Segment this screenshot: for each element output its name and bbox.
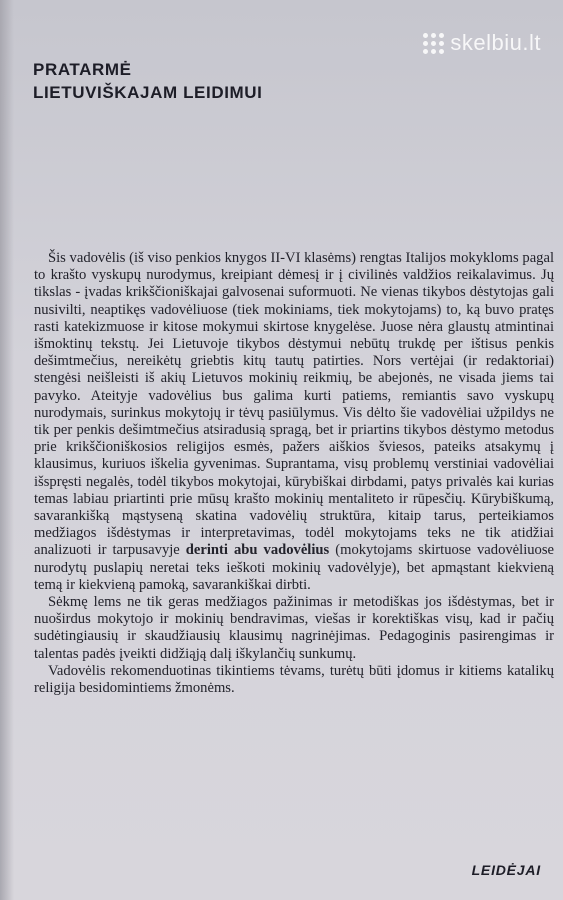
paragraph-1-text-b: (mokytojams skirtuose vadovėliuose nurodytų puslapių neretai teks ieškoti mokinių vadovėlyje), bet apmąstant kiekvieną temą ir kiekvieną pamoką, savarankiškai dirbti. xyxy=(34,542,554,593)
paragraph-1 xyxy=(34,250,554,594)
watermark xyxy=(423,30,541,56)
paragraph-2: Sėkmę lems ne tik geras medžiagos pažinimas ir metodiškas jos išdėstymas, bet ir nuoširdus mokytojo ir mokinių bendravimas, viešas ir korektiškas visų, kad ir pačių sudėtingiausių ir skaudžiausių klausimų nagrinėjimas. Pedagoginis pasirengimas ir talentas padės įveikti didžiąją dalį iškylančių sunkumų. xyxy=(34,594,554,662)
watermark-text: skelbiu.lt xyxy=(450,30,541,55)
paragraph-1-text-a: Šis vadovėlis (iš viso penkios knygos II-VI klasėms) rengtas Italijos mokykloms pagal to krašto vyskupų nurodymus, kreipiant dėmesį ir į civilinės valdžios reikalavimus. Jų tikslas - įvadas krikščioniškajai galvosenai suformuoti. Ne vienas tikybos dėstytojas gali nusivilti, neaptikęs vadovėliuose (tiek mokiniams, tiek mokytojams) to, ką buvo pratęs rasti katekizmuose ir kitose mokymui skirtose knygelėse. Juose nėra glaustų atmintinai išmoktinų tekstų. Jei Lietuvoje tikybos dėstymui nebūtų trukdę per ištisus penkis dešimtmečius, nereikėtų griebtis kitų tautų patirties. Nors vertėjai (ir redaktoriai) stengėsi neišleisti iš akių Lietuvos mokinių reikmių, be abejonės, ne visada jiems tai pavyko. Ateityje vadovėlius bus galima kurti patiems, remiantis savo vyskupų nurodymais, surinkus mokytojų ir tėvų pasiūlymus. Vis dėlto šie vadovėliai užpildys ne tik per penkis dešimtmečius atsiradusią spragą, bet ir priartins tikybos dėstymo metodus prie krikščioniškosios religijos esmės, pažers aiškios šviesos, pateiks atsakymų į klausimus, kuriuos iškelia gyvenimas. Suprantama, visų problemų verstiniai vadovėliai išspręsti negalės, todėl tikybos mokytojai, kūrybiškai dirbdami, patys privalės kai kurias temas labiau priartinti prie mūsų krašto mokinių mentaliteto ir rūpesčių. Kūrybiškumą, savarankišką mąstyseną skatina vadovėlių struktūra, kitaip tarus, perteikiamos medžiagos išdėstymas ir interpretavimas, todėl mokytojams teks ne tik atidžiai analizuoti ir tarpusavyje xyxy=(34,250,554,559)
paragraph-1-emphasis: derinti abu vadovėlius xyxy=(185,542,330,559)
signature: LEIDĖJAI xyxy=(471,862,541,878)
preface-body xyxy=(34,250,554,697)
title-line-2: LIETUVIŠKAJAM LEIDIMUI xyxy=(33,83,263,102)
title-line-1: PRATARMĖ xyxy=(33,60,132,79)
paragraph-3: Vadovėlis rekomenduotinas tikintiems tėvams, turėtų būti įdomus ir kitiems katalikų religija besidomintiems žmonėms. xyxy=(34,662,554,697)
dots-grid-icon xyxy=(423,33,444,54)
page-title xyxy=(33,58,263,104)
